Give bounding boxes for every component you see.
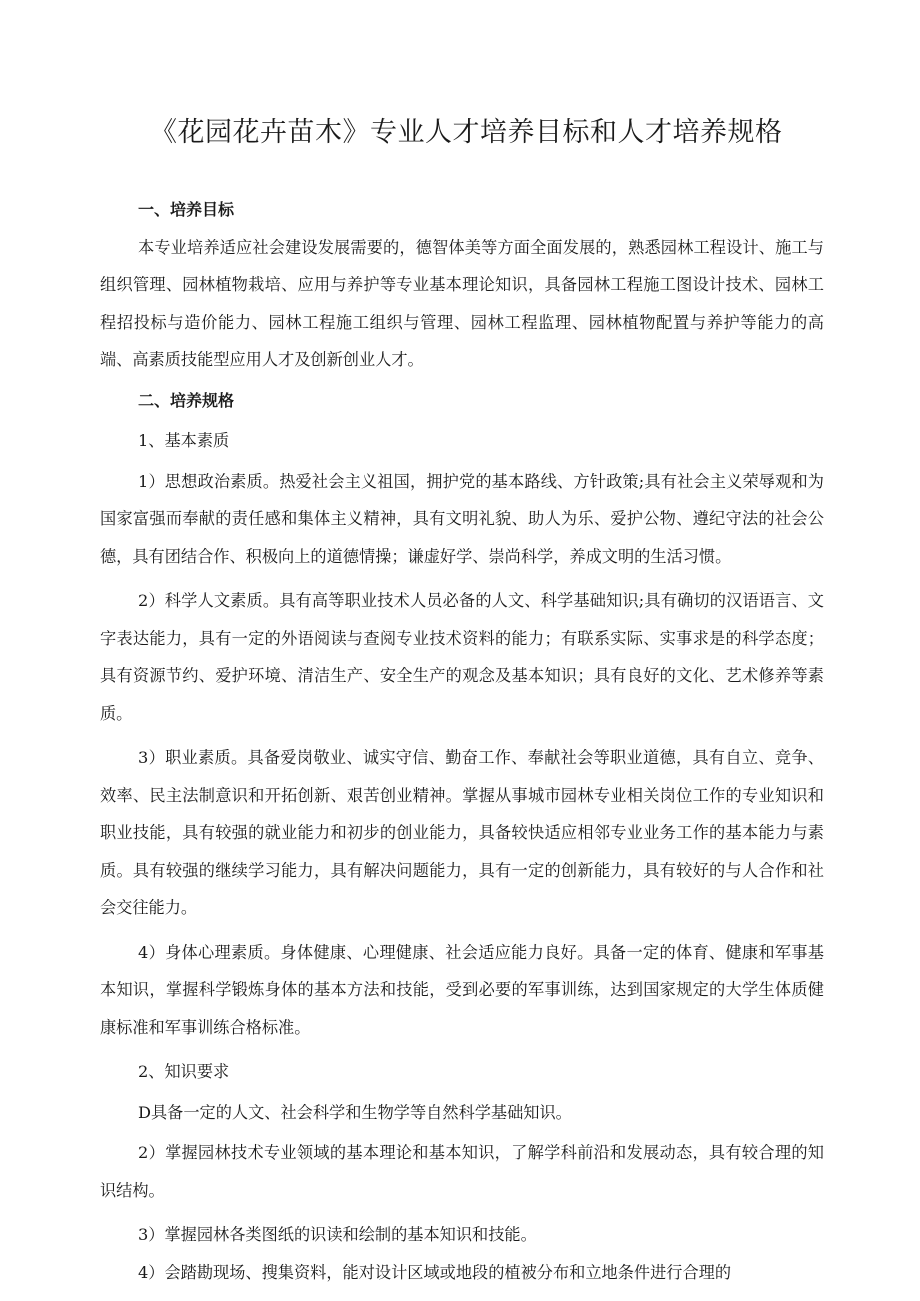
knowledge-item-2: 2）掌握园林技术专业领域的基本理论和基本知识，了解学科前沿和发展动态，具有较合理的知识结构。 — [100, 1143, 824, 1200]
section-heading-training-goal: 一、培养目标 — [138, 200, 235, 219]
quality-item-professional: 3）职业素质。具备爱岗敬业、诚实守信、勤奋工作、奉献社会等职业道德，具有自立、竞争、效率、民主法制意识和开拓创新、艰苦创业精神。掌握从事城市园林专业相关岗位工作的专业知识和职业技能，具有较强的就业能力和初步的创业能力，具备较快适应相邻专业业务工作的基本能力与素质。具有较强的继续学习能力，具有解决问题能力，具有一定的创新能力，具有较好的与人合作和社会交往能力。 — [100, 748, 824, 917]
quality-item-political: 1）思想政治素质。热爱社会主义祖国，拥护党的基本路线、方针政策;具有社会主义荣辱观和为国家富强而奉献的责任感和集体主义精神，具有文明礼貌、助人为乐、爱护公物、遵纪守法的社会公德，具有团结合作、积极向上的道德情操；谦虚好学、崇尚科学，养成文明的生活习惯。 — [100, 471, 824, 566]
document-title: 《花园花卉苗木》专业人才培养目标和人才培养规格 — [150, 117, 783, 148]
knowledge-item-3: 3）掌握园林各类图纸的识读和绘制的基本知识和技能。 — [138, 1225, 537, 1244]
quality-item-physical: 4）身体心理素质。身体健康、心理健康、社会适应能力良好。具备一定的体育、健康和军事基本知识，掌握科学锻炼身体的基本方法和技能，受到必要的军事训练，达到国家规定的大学生体质健康标准和军事训练合格标准。 — [100, 942, 824, 1037]
knowledge-item-1: D具备一定的人文、社会科学和生物学等自然科学基础知识。 — [138, 1102, 572, 1122]
subsection-knowledge: 2、知识要求 — [138, 1062, 230, 1081]
knowledge-item-4: 4）会踏勘现场、搜集资料，能对设计区域或地段的植被分布和立地条件进行合理的 — [138, 1262, 732, 1282]
section-heading-training-spec: 二、培养规格 — [138, 390, 235, 410]
training-goal-paragraph: 本专业培养适应社会建设发展需要的，德智体美等方面全面发展的，熟悉园林工程设计、施工与组织管理、园林植物栽培、应用与养护等专业基本理论知识，具备园林工程施工图设计技术、园林工程招投标与造价能力、园林工程施工组织与管理、园林工程监理、园林植物配置与养护等能力的高端、高素质技能型应用人才及创新创业人才。 — [100, 237, 824, 369]
subsection-basic-quality: 1、基本素质 — [138, 431, 230, 450]
document-body — [100, 191, 824, 1291]
quality-item-humanities: 2）科学人文素质。具有高等职业技术人员必备的人文、科学基础知识;具有确切的汉语语言、文字表达能力，具有一定的外语阅读与查阅专业技术资料的能力；有联系实际、实事求是的科学态度；具有资源节约、爱护环境、清洁生产、安全生产的观念及基本知识；具有良好的文化、艺术修养等素质。 — [100, 591, 824, 723]
